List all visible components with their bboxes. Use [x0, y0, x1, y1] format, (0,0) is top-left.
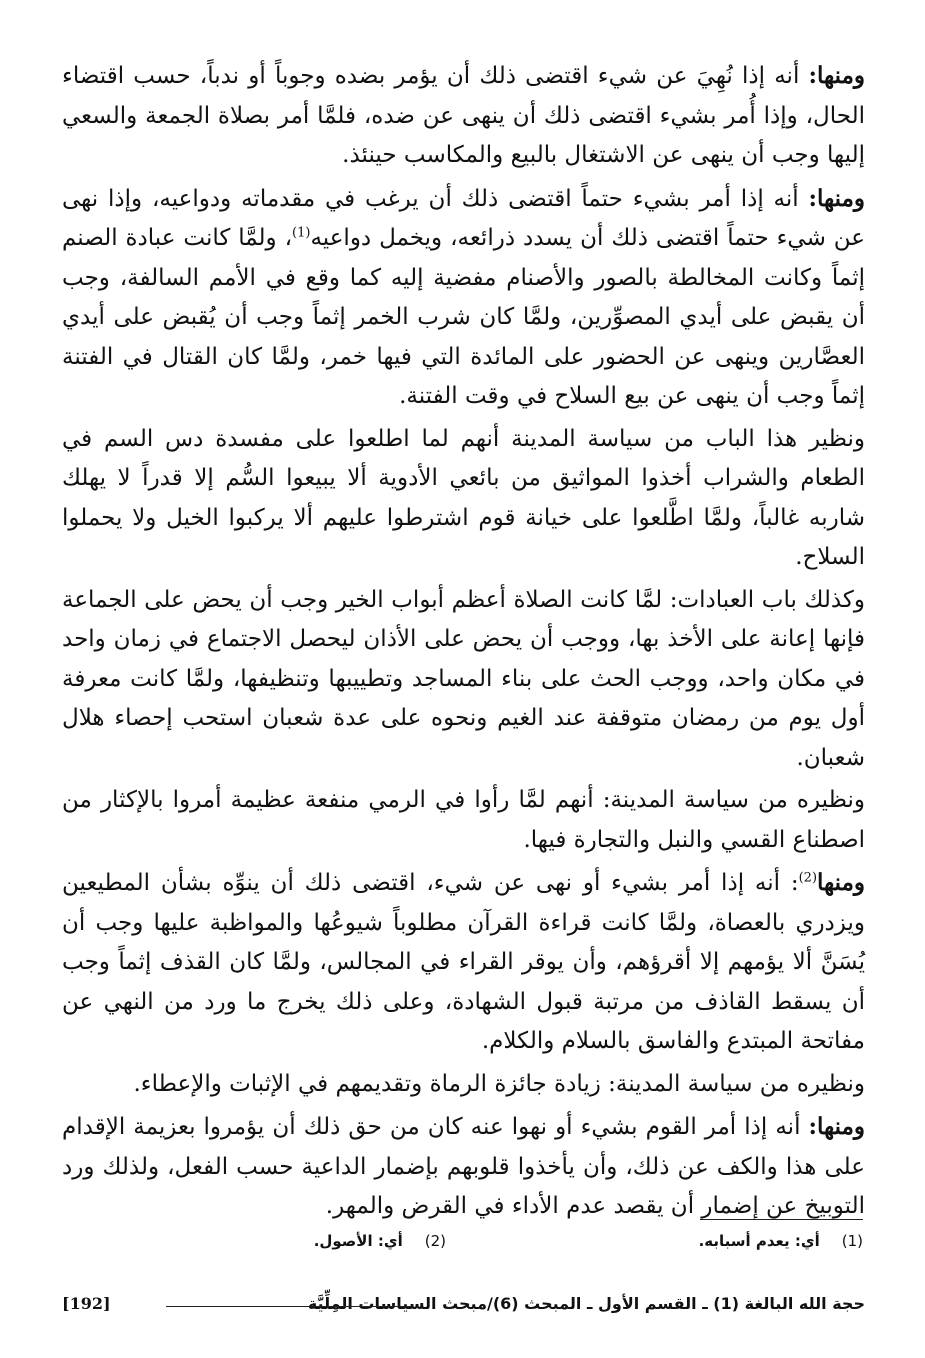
- paragraph-7: [62, 1065, 865, 1105]
- paragraph-text: ونظير هذا الباب من سياسة المدينة أنهم لما اطلعوا على مفسدة دس السم في الطعام والشراب أخذوا المواثيق من بائعي الأدوية ألا يبيعوا السُّم إلا قدراً لا يهلك شاربه غالباً، ولمَّا اطَّلعوا على خيانة قوم اشترطوا عليهم ألا يركبوا الخيل ولا يحملوا السلاح.: [62, 425, 865, 570]
- footnote-text: أي: يعدم أسبابه.: [698, 1232, 820, 1250]
- paragraph-4: [62, 581, 865, 779]
- paragraph-text: ونظيره من سياسة المدينة: أنهم لمَّا رأوا في الرمي منفعة عظيمة أمروا بالإكثار من اصطناع القسي والنبل والتجارة فيها.: [62, 787, 865, 853]
- paragraph-2: [62, 179, 865, 417]
- footnote-text: أي: الأصول.: [313, 1232, 403, 1250]
- footnote-2: [314, 1232, 446, 1250]
- page-footer: [62, 1294, 865, 1324]
- paragraph-lead: ومنها:: [808, 1113, 865, 1140]
- footnote-number: (1): [841, 1232, 863, 1250]
- paragraph-8: [62, 1107, 865, 1227]
- paragraph-text: وكذلك باب العبادات: لمَّا كانت الصلاة أعظم أبواب الخير وجب أن يحض على الجماعة فإنها إعانة على الأخذ بها، ووجب أن يحض على الأذان ليحصل الاجتماع في زمان واحد في مكان واحد، ووجب الحث على بناء المساجد وتطييبها وتنظيفها، ولمَّا كانت معرفة أول يوم من رمضان متوقفة عند الغيم ونحوه على عدة شعبان استحب إحصاء هلال شعبان.: [62, 586, 865, 771]
- paragraph-lead: ومنها:: [808, 62, 865, 89]
- main-text: [62, 56, 865, 1227]
- paragraph-text: أنه إذا نُهِيَ عن شيء اقتضى ذلك أن يؤمر بضده وجوباً أو ندباً، حسب اقتضاء الحال، وإذا أُمر بشيء اقتضى ذلك أن ينهى عن ضده، فلمَّا أمر بصلاة الجمعة والسعي إليها وجب أن ينهى عن الاشتغال بالبيع والمكاسب حينئذ.: [62, 63, 865, 168]
- page-number: [192]: [62, 1294, 111, 1313]
- paragraph-lead: ومنها: [817, 869, 865, 896]
- paragraph-6: [62, 863, 865, 1062]
- footnote-ref-2: (2): [798, 870, 818, 886]
- paragraph-text: أنه إذا أمر بشيء حتماً اقتضى ذلك أن يرغب في مقدماته ودواعيه، وإذا نهى عن شيء حتماً اقتضى ذلك أن يسدد ذرائعه، ويخمل دواعيه: [62, 185, 865, 251]
- footnote-separator: [700, 1219, 863, 1220]
- footnote-number: (2): [424, 1232, 446, 1250]
- footnote-1: [699, 1232, 863, 1250]
- paragraph-1: [62, 56, 865, 176]
- paragraph-text: : أنه إذا أمر بشيء أو نهى عن شيء، اقتضى ذلك أن ينوِّه بشأن المطيعين ويزدري بالعصاة، ولمَّا كانت قراءة القرآن مطلوباً شيوعُها والمواظبة عليها وجب أن يُسَنَّ ألا يؤمهم إلا أقرؤهم، وأن يوقر القراء في المجالس، ولمَّا كان القذف إثماً وجب أن يسقط القاذف من مرتبة قبول الشهادة، وعلى ذلك يخرج ما ورد من النهي عن مفاتحة المبتدع والفاسق بالسلام والكلام.: [62, 870, 865, 1054]
- paragraph-3: [62, 420, 865, 578]
- paragraph-lead: ومنها:: [808, 184, 865, 212]
- footer-rule: [166, 1306, 413, 1307]
- footnote-ref-1: (1): [292, 225, 311, 241]
- paragraph-text-continued: ، ولمَّا كانت عبادة الصنم إثماً وكانت المخالطة بالصور والأصنام مفضية إليه كما وقع في الأمم السالفة، وجب أن يقبض على أيدي المصوِّرين، ولمَّا كان شرب الخمر إثماً وجب أن يُقبض على أيدي العصَّارين وينهى عن الحضور على المائدة التي فيها خمر، ولمَّا كان القتال في الفتنة إثماً وجب أن ينهى عن بيع السلاح في وقت الفتنة.: [62, 225, 865, 409]
- running-title: حجة الله البالغة (1) ـ القسم الأول ـ المبحث (6)/مبحث السياسات المِلِّيَّة: [307, 1294, 865, 1313]
- footnotes: [60, 1232, 863, 1262]
- paragraph-5: [62, 781, 865, 860]
- paragraph-text: ونظيره من سياسة المدينة: زيادة جائزة الرماة وتقديمهم في الإثبات والإعطاء.: [133, 1070, 865, 1097]
- paragraph-text: أنه إذا أمر القوم بشيء أو نهوا عنه كان من حق ذلك أن يؤمروا بعزيمة الإقدام على هذا والكف عن ذلك، وأن يأخذوا قلوبهم بإضمار الداعية حسب الفعل، ولذلك ورد التوبيخ عن إضمار أن يقصد عدم الأداء في القرض والمهر.: [62, 1114, 865, 1219]
